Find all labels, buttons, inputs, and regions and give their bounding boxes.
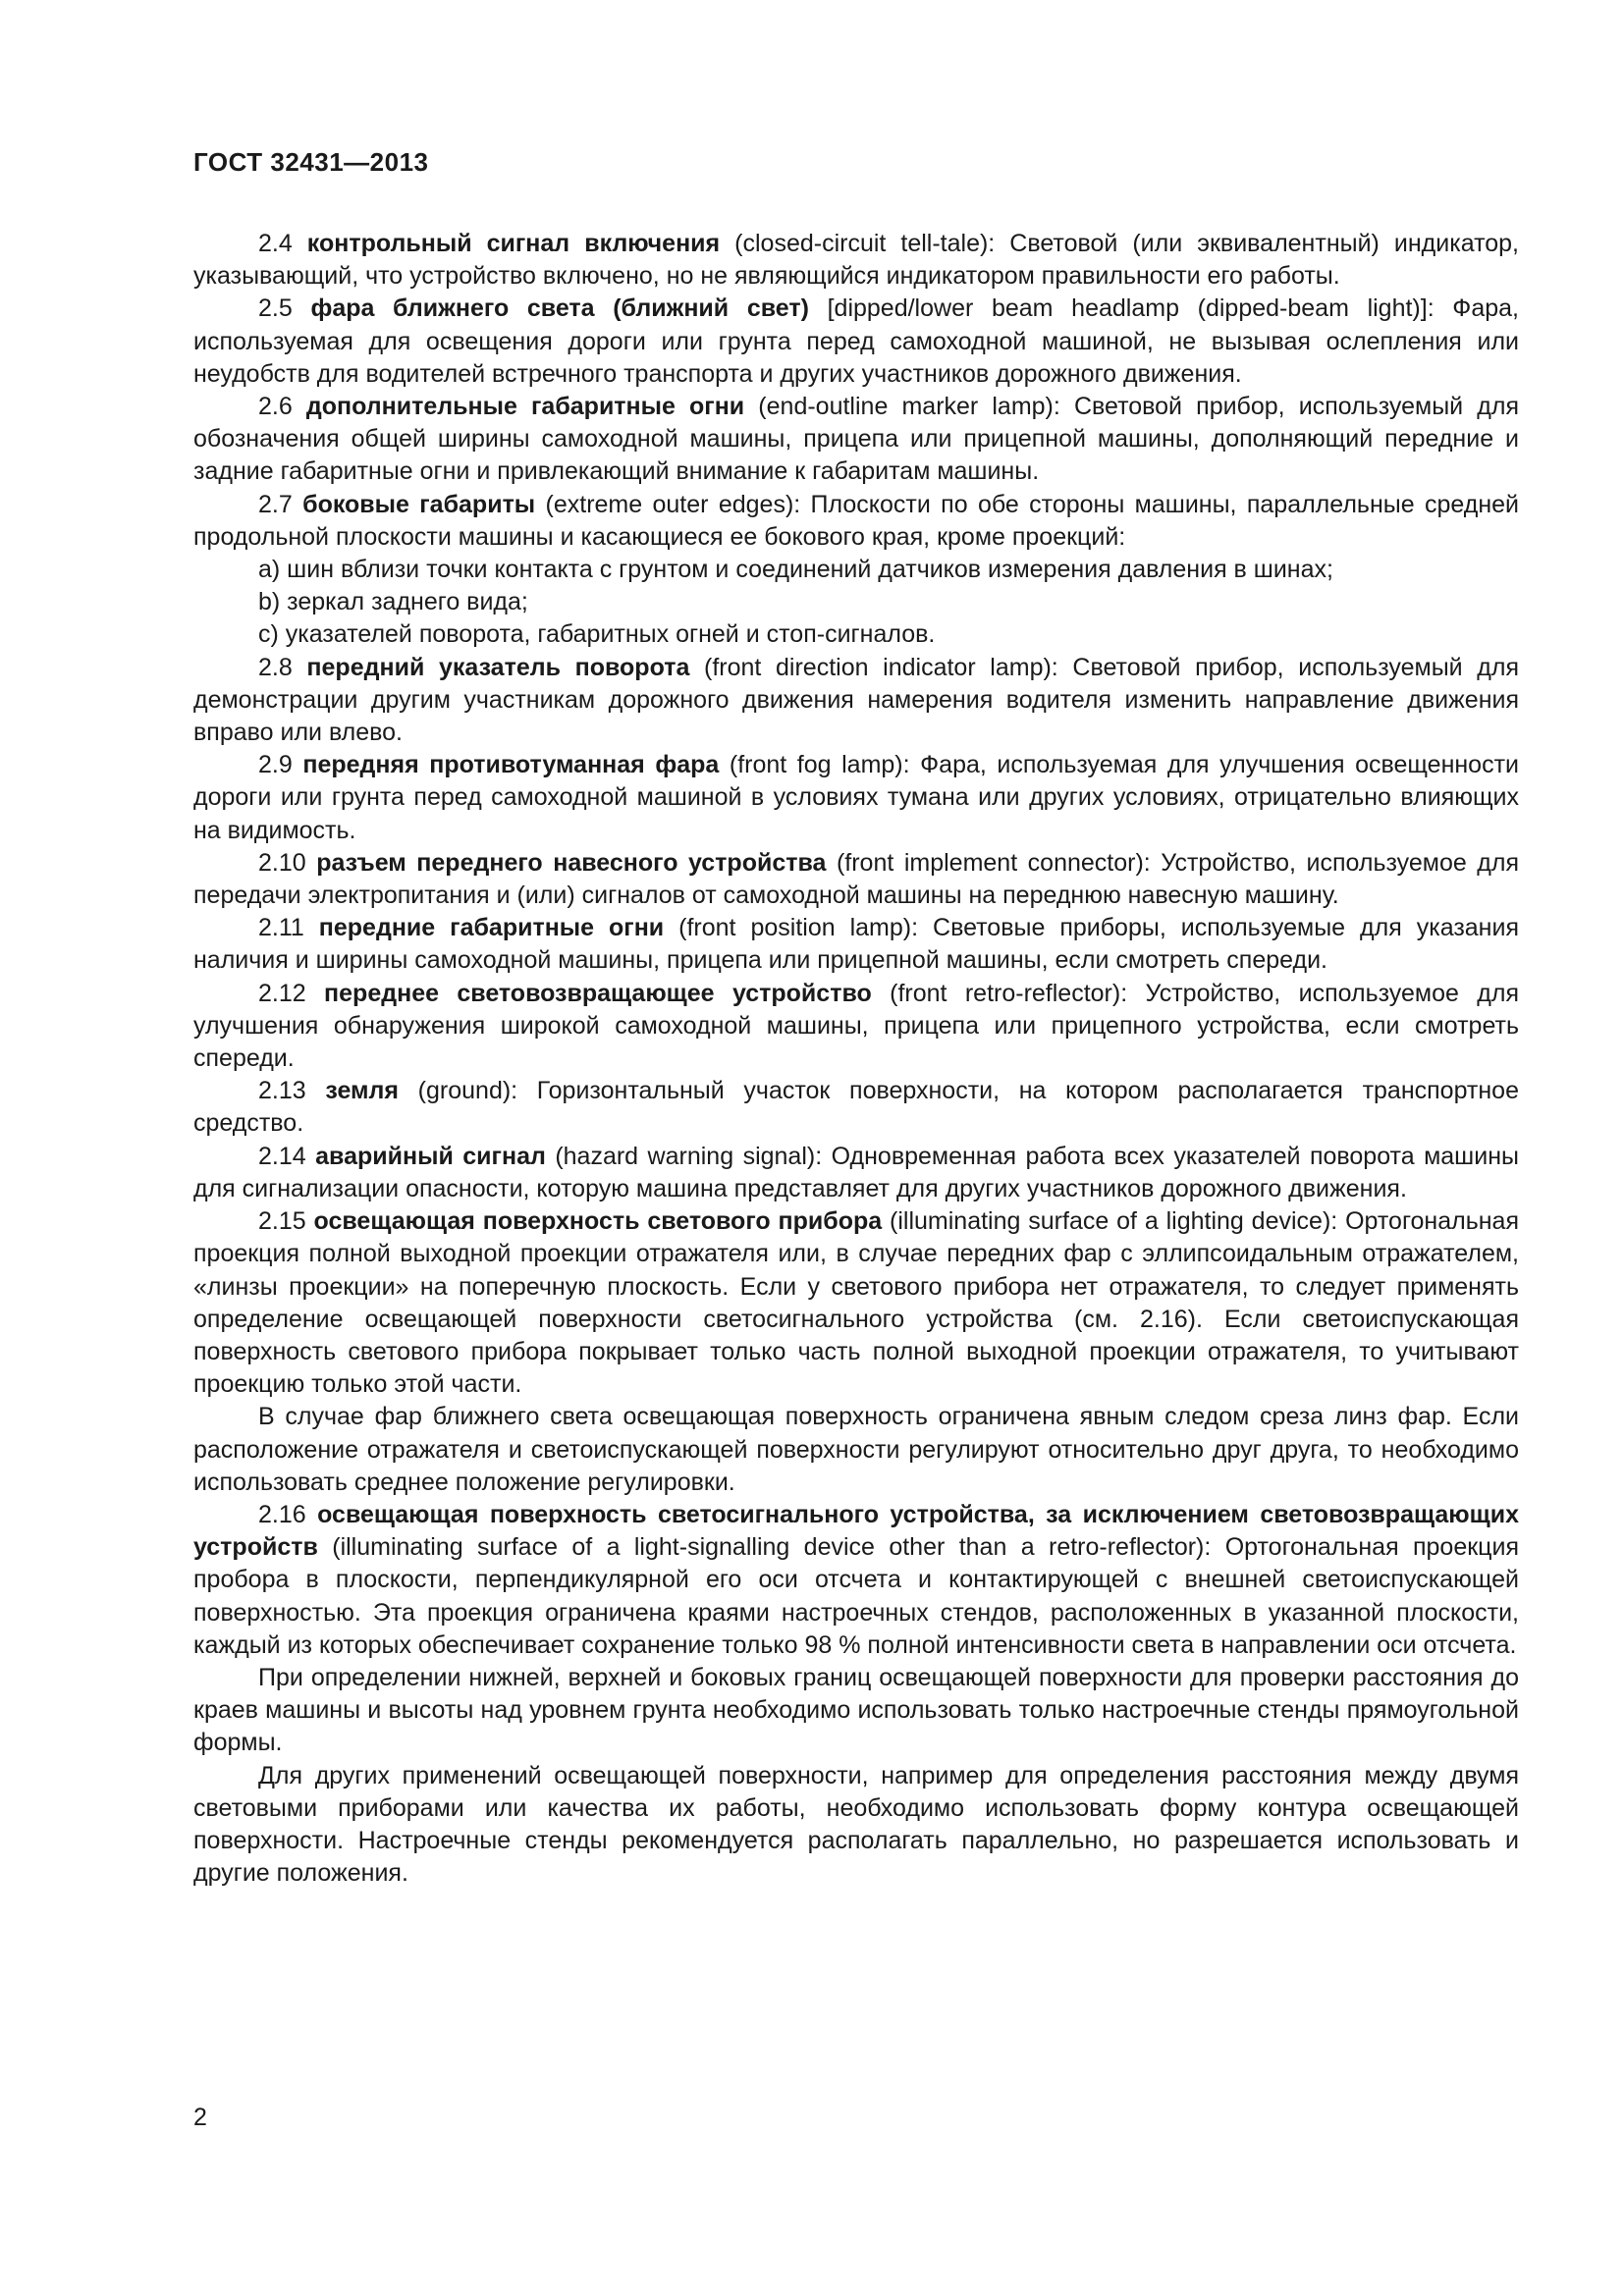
defined-term: аварийный сигнал	[315, 1142, 546, 1170]
defined-term: контрольный сигнал включения	[306, 230, 721, 257]
clause-number: 2.6	[258, 393, 293, 421]
definition-paragraph	[193, 1141, 1519, 1205]
definition-text: (ground): Горизонтальный участок поверхности, на котором располагается транспортное средство.	[193, 1077, 1519, 1138]
defined-term: фара ближнего света (ближний свет)	[310, 294, 809, 323]
definition-text: (closed-circuit tell-tale): Световой (или эквивалентный) индикатор, указывающий, что устройство включено, но не являющийся индикатором правильности его работы.	[193, 230, 1519, 291]
clause-number: 2.15	[258, 1207, 306, 1236]
defined-term: передняя противотуманная фара	[302, 751, 720, 779]
document-header: ГОСТ 32431—2013	[193, 147, 429, 177]
definition-paragraph	[193, 293, 1519, 391]
clause-number: 2.5	[258, 294, 293, 323]
list-item: b) зеркал заднего вида;	[258, 588, 528, 616]
definition-paragraph	[193, 978, 1519, 1076]
definition-text: (illuminating surface of a lighting device): Ортогональная проекция полной выходной проекции отражателя или, в случае передних фар с эллипсоидальным отражателем, «линзы проекции» на поперечную плоскость. Если у светового прибора нет отражателя, то следует применять определение освещающей поверхности светосигнального устройства (см. 2.16). Если светоиспускающая поверхность светового прибора покрывает только часть полной выходной проекции отражателя, то учитывают проекцию только этой части.	[193, 1207, 1519, 1399]
clause-number: 2.13	[258, 1077, 306, 1105]
list-item: a) шин вблизи точки контакта с грунтом и соединений датчиков измерения давления в шинах;	[258, 556, 1333, 584]
definition-paragraph	[193, 1499, 1519, 1662]
defined-term: освещающая поверхность светосигнального устройства, за исключением световозвращающих устройств	[193, 1500, 1519, 1562]
definition-text: (front retro-reflector): Устройство, используемое для улучшения обнаружения широкой самоходной машины, прицепа или прицепного устройства, если смотреть спереди.	[193, 979, 1519, 1073]
clause-number: 2.10	[258, 848, 306, 877]
definition-paragraph	[193, 847, 1519, 912]
definition-text: (front implement connector): Устройство, используемое для передачи электропитания и (или) сигналов от самоходной машины на переднюю навесную машину.	[193, 848, 1520, 910]
definition-text: [dipped/lower beam headlamp (dipped-beam light)]: Фара, используемая для освещения дороги или грунта перед самоходной машиной, не вызывая ослепления или неудобств для водителей встречного транспорта и других участников дорожного движения.	[193, 294, 1519, 388]
clause-number: 2.9	[258, 751, 293, 779]
page-number: 2	[193, 2104, 207, 2131]
clause-number: 2.7	[258, 490, 293, 518]
definition-paragraph	[193, 391, 1519, 489]
definition-paragraph	[193, 912, 1519, 977]
defined-term: дополнительные габаритные огни	[305, 393, 745, 421]
defined-term: переднее световозвращающее устройство	[324, 979, 872, 1007]
clause-number: 2.4	[258, 230, 293, 257]
body-paragraph: В случае фар ближнего света освещающая поверхность ограничена явным следом среза линз фар. Если расположение отражателя и светоиспускающей поверхности регулируют относительно друг друга, то необходимо использовать среднее положение регулировки.	[193, 1403, 1519, 1496]
definition-paragraph	[193, 1205, 1519, 1401]
clause-number: 2.12	[258, 979, 306, 1007]
definition-paragraph	[193, 652, 1519, 750]
definition-text: (front direction indicator lamp): Световой прибор, используемый для демонстрации другим участникам дорожного движения намерения водителя изменить направление движения вправо или влево.	[193, 653, 1519, 747]
defined-term: боковые габариты	[302, 490, 536, 518]
defined-term: земля	[325, 1077, 399, 1105]
body-paragraph: Для других применений освещающей поверхности, например для определения расстояния между двумя световыми приборами или качества их работы, необходимо использовать форму контура освещающей поверхности. Настроечные стенды рекомендуется располагать параллельно, но разрешается использовать и другие положения.	[193, 1761, 1519, 1888]
definition-text: (front fog lamp): Фара, используемая для улучшения освещенности дороги или грунта перед самоходной машиной в условиях тумана или других условиях, отрицательно влияющих на видимость.	[193, 751, 1519, 844]
body-paragraph: При определении нижней, верхней и боковых границ освещающей поверхности для проверки расстояния до краев машины и высоты над уровнем грунта необходимо использовать только настроечные стенды прямоугольной формы.	[193, 1663, 1519, 1757]
clause-number: 2.16	[258, 1500, 306, 1528]
definition-text: (hazard warning signal): Одновременная работа всех указателей поворота машины для сигнализации опасности, которую машина представляет для других участников дорожного движения.	[193, 1142, 1519, 1202]
definition-paragraph	[193, 749, 1519, 847]
defined-term: освещающая поверхность светового прибора	[313, 1207, 883, 1236]
defined-term: разъем переднего навесного устройства	[316, 848, 827, 877]
list-item: c) указателей поворота, габаритных огней и стоп-сигналов.	[258, 620, 936, 649]
definition-paragraph	[193, 1075, 1519, 1140]
definition-paragraph	[193, 228, 1519, 293]
definition-text: (front position lamp): Световые приборы, используемые для указания наличия и ширины самоходной машины, прицепа или прицепной машины, если смотреть спереди.	[193, 914, 1519, 975]
clause-number: 2.11	[258, 914, 304, 942]
document-body	[193, 228, 1519, 1890]
clause-number: 2.14	[258, 1142, 306, 1170]
definition-paragraph	[193, 489, 1519, 554]
definition-text: (extreme outer edges): Плоскости по обе стороны машины, параллельные средней продольной плоскости машины и касающиеся ее бокового края, кроме проекций:	[193, 490, 1520, 551]
defined-term: передний указатель поворота	[306, 653, 690, 681]
definition-text: (end-outline marker lamp): Световой прибор, используемый для обозначения общей ширины самоходной машины, прицепа или прицепной машины, дополняющий передние и задние габаритные огни и привлекающий внимание к габаритам машины.	[193, 393, 1519, 486]
defined-term: передние габаритные огни	[318, 914, 665, 942]
clause-number: 2.8	[258, 653, 293, 681]
definition-text: (illuminating surface of a light-signalling device other than a retro-reflector): Ортогональная проекция пробора в плоскости, перпендикулярной его оси отсчета и контактирующей с внешней светоиспускающей поверхностью. Эта проекция ограничена краями настроечных стендов, расположенных в указанной плоскости, каждый из которых обеспечивает сохранение только 98 % полной интенсивности света в направлении оси отсчета.	[193, 1533, 1519, 1659]
